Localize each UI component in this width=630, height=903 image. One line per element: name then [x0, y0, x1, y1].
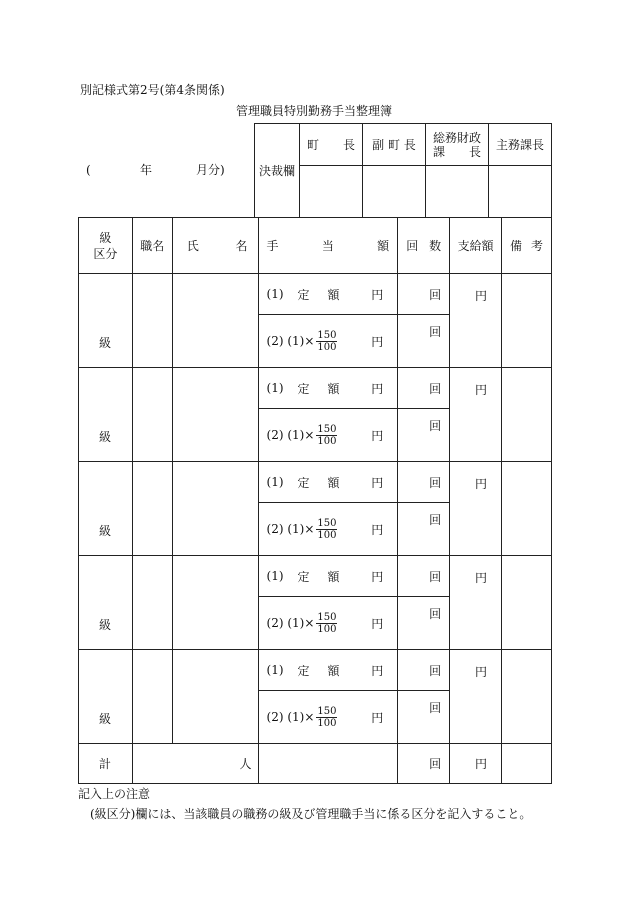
multiplied-yen: 円 [371, 710, 384, 725]
header-paid: 支給額 [450, 218, 502, 274]
header-remarks-2: 考 [530, 239, 543, 253]
fixed-label-a: 定 [297, 569, 310, 584]
grade-cell[interactable] [79, 462, 133, 556]
total-kai: 回 [398, 744, 450, 784]
header-amount-3: 額 [377, 239, 390, 253]
header-post: 職名 [132, 218, 172, 274]
multiplied-yen: 円 [371, 428, 384, 443]
multiplied-label: (2) (1)× [266, 616, 315, 630]
grade-row-fixed [79, 556, 552, 597]
fixed-kai: 回 [429, 475, 442, 490]
header-amount-2: 当 [321, 239, 334, 253]
fraction-numerator: 150 [317, 329, 337, 341]
grade-label: 級 [99, 712, 112, 726]
fixed-number: (1) [266, 475, 284, 489]
header-count [398, 218, 450, 274]
name-cell[interactable] [172, 650, 258, 744]
fixed-label-a: 定 [297, 287, 310, 302]
multiplied-kai: 回 [429, 419, 442, 433]
header-grade-top: 級 [99, 230, 112, 245]
fraction-denominator: 100 [317, 341, 337, 353]
fixed-count-cell[interactable] [398, 462, 450, 503]
total-yen: 円 [450, 744, 502, 784]
multiplied-count-cell[interactable] [398, 597, 450, 650]
multiplied-kai: 回 [429, 607, 442, 621]
grade-label: 級 [99, 524, 112, 538]
header-count-1: 回 [406, 239, 419, 253]
header-row [79, 218, 552, 274]
fraction-denominator: 100 [317, 717, 337, 729]
multiplied-yen: 円 [371, 334, 384, 349]
approval-header-deputy: 副 町 長 [363, 124, 426, 166]
multiplied-label: (2) (1)× [266, 334, 315, 348]
stamp-mayor[interactable] [300, 166, 363, 218]
fixed-yen: 円 [371, 381, 384, 396]
grade-label: 級 [99, 336, 112, 350]
header-amount-1: 手 [266, 239, 279, 253]
paid-cell[interactable] [450, 368, 502, 462]
grade-row-fixed [79, 462, 552, 503]
fixed-amount-cell[interactable] [258, 274, 398, 315]
fixed-kai: 回 [429, 287, 442, 302]
paid-yen: 円 [474, 289, 487, 303]
multiplied-amount-cell[interactable] [258, 597, 398, 650]
fixed-count-cell[interactable] [398, 650, 450, 691]
remarks-cell[interactable] [502, 650, 552, 744]
paid-yen: 円 [474, 477, 487, 491]
form-reference: 別記様式第2号(第4条関係) [80, 83, 225, 97]
paid-cell[interactable] [450, 650, 502, 744]
fraction-150-100 [316, 706, 337, 729]
fixed-amount-cell[interactable] [258, 462, 398, 503]
remarks-cell[interactable] [502, 274, 552, 368]
fixed-amount-cell[interactable] [258, 556, 398, 597]
fraction-denominator: 100 [317, 529, 337, 541]
total-row [79, 744, 552, 784]
fixed-label-a: 定 [297, 381, 310, 396]
fixed-count-cell[interactable] [398, 368, 450, 409]
fraction-150-100 [316, 518, 337, 541]
header-name-2: 名 [235, 239, 248, 253]
total-amount[interactable] [258, 744, 398, 784]
finance-line2: 課 長 [432, 144, 481, 159]
total-label: 計 [79, 744, 133, 784]
header-grade [79, 218, 133, 274]
name-cell[interactable] [172, 556, 258, 650]
fixed-label-b: 額 [327, 287, 340, 302]
paid-cell[interactable] [450, 462, 502, 556]
paid-yen: 円 [474, 665, 487, 679]
header-grade-bottom: 区分 [93, 246, 118, 261]
page-title: 管理職員特別勤務手当整理簿 [236, 104, 393, 118]
header-name-1: 氏 [186, 239, 199, 253]
header-remarks-1: 備 [510, 239, 523, 253]
fraction-150-100 [316, 612, 337, 635]
header-name [172, 218, 258, 274]
multiplied-label: (2) (1)× [266, 522, 315, 536]
approval-header-mayor: 町 長 [300, 124, 363, 166]
multiplied-yen: 円 [371, 522, 384, 537]
fixed-amount-cell[interactable] [258, 650, 398, 691]
stamp-deputy[interactable] [363, 166, 426, 218]
header-remarks [502, 218, 552, 274]
fraction-150-100 [316, 424, 337, 447]
multiplied-count-cell[interactable] [398, 691, 450, 744]
grade-cell[interactable] [79, 368, 133, 462]
fixed-count-cell[interactable] [398, 556, 450, 597]
fraction-150-100 [316, 330, 337, 353]
fixed-amount-cell[interactable] [258, 368, 398, 409]
name-cell[interactable] [172, 462, 258, 556]
header-amount [258, 218, 398, 274]
allowance-table [78, 217, 552, 784]
fixed-number: (1) [266, 381, 284, 395]
paid-cell[interactable] [450, 556, 502, 650]
fixed-kai: 回 [429, 663, 442, 678]
fraction-numerator: 150 [317, 705, 337, 717]
approval-table [254, 123, 552, 218]
grade-row-fixed [79, 368, 552, 409]
stamp-finance[interactable] [426, 166, 489, 218]
fixed-number: (1) [266, 569, 284, 583]
fixed-yen: 円 [371, 663, 384, 678]
grade-label: 級 [99, 618, 112, 632]
multiplied-yen: 円 [371, 616, 384, 631]
post-cell[interactable] [132, 274, 172, 368]
period-month: 月分) [196, 163, 225, 177]
grade-label: 級 [99, 430, 112, 444]
fraction-numerator: 150 [317, 611, 337, 623]
multiplied-kai: 回 [429, 701, 442, 715]
multiplied-label: (2) (1)× [266, 710, 315, 724]
period-year: 年 [140, 163, 153, 177]
remarks-cell[interactable] [502, 462, 552, 556]
grade-cell[interactable] [79, 650, 133, 744]
notes-heading: 記入上の注意 [78, 787, 151, 801]
grade-row-fixed [79, 650, 552, 691]
fixed-kai: 回 [429, 569, 442, 584]
fixed-number: (1) [266, 663, 284, 677]
fixed-yen: 円 [371, 287, 384, 302]
multiplied-amount-cell[interactable] [258, 503, 398, 556]
remarks-cell[interactable] [502, 556, 552, 650]
multiplied-amount-cell[interactable] [258, 691, 398, 744]
post-cell[interactable] [132, 556, 172, 650]
post-cell[interactable] [132, 650, 172, 744]
stamp-chief[interactable] [489, 166, 552, 218]
fixed-count-cell[interactable] [398, 274, 450, 315]
paid-yen: 円 [474, 383, 487, 397]
period-open: ( [86, 163, 91, 177]
paid-cell[interactable] [450, 274, 502, 368]
fixed-label-a: 定 [297, 475, 310, 490]
paid-yen: 円 [474, 571, 487, 585]
fraction-numerator: 150 [317, 423, 337, 435]
post-cell[interactable] [132, 462, 172, 556]
fixed-label-b: 額 [327, 381, 340, 396]
fixed-label-a: 定 [297, 663, 310, 678]
fraction-denominator: 100 [317, 435, 337, 447]
multiplied-count-cell[interactable] [398, 503, 450, 556]
fixed-label-b: 額 [327, 475, 340, 490]
multiplied-kai: 回 [429, 325, 442, 339]
name-cell[interactable] [172, 368, 258, 462]
multiplied-kai: 回 [429, 513, 442, 527]
grade-row-fixed [79, 274, 552, 315]
multiplied-amount-cell[interactable] [258, 409, 398, 462]
finance-line1: 総務財政 [432, 130, 481, 145]
fixed-label-b: 額 [327, 569, 340, 584]
post-cell[interactable] [132, 368, 172, 462]
approval-label: 決裁欄 [255, 124, 300, 218]
approval-header-finance [426, 124, 489, 166]
multiplied-amount-cell[interactable] [258, 315, 398, 368]
fixed-yen: 円 [371, 475, 384, 490]
approval-header-chief: 主務課長 [489, 124, 552, 166]
fixed-kai: 回 [429, 381, 442, 396]
grade-cell[interactable] [79, 556, 133, 650]
multiplied-label: (2) (1)× [266, 428, 315, 442]
grade-cell[interactable] [79, 274, 133, 368]
notes-text: (級区分)欄には、当該職員の職務の級及び管理職手当に係る区分を記入すること。 [90, 807, 532, 821]
header-count-2: 数 [429, 239, 442, 253]
multiplied-count-cell[interactable] [398, 315, 450, 368]
fixed-label-b: 額 [327, 663, 340, 678]
fraction-numerator: 150 [317, 517, 337, 529]
name-cell[interactable] [172, 274, 258, 368]
fixed-yen: 円 [371, 569, 384, 584]
fraction-denominator: 100 [317, 623, 337, 635]
total-remarks[interactable] [502, 744, 552, 784]
multiplied-count-cell[interactable] [398, 409, 450, 462]
fixed-number: (1) [266, 287, 284, 301]
remarks-cell[interactable] [502, 368, 552, 462]
total-person: 人 [132, 744, 258, 784]
